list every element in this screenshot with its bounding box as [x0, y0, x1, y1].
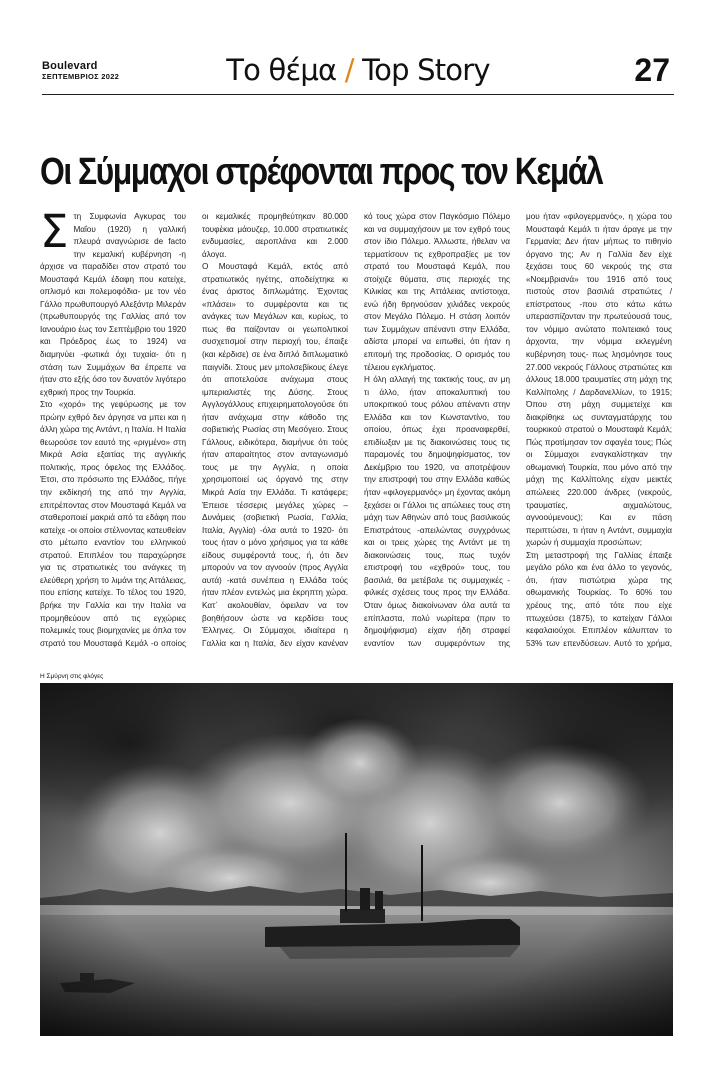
- paragraph: Η όλη αλλαγή της τακτικής τους, αν μη τι άλλο, ήταν αποκαλυπτική του υποκριτικού τους ρόλου απέναντι στην Ελλάδα και τον Κωνσταντίνο, του οποίου, όπως έχει προαναφερθεί, επιδίωξαν με τις διακοινώσεις τους τις παραμονές του δημοψηφίσματος, τον Δεκέμβριο του 1920, να αποτρέψουν την επιστροφή του στην Ελλάδα καθώς ήταν «φιλογερμανός» μη έχοντας ακόμη ξεχάσει οι Γάλλοι τις απώλειες τους στη μάχη των Αθηνών από τους βασιλικούς Επιστράτους -απειλώντας συγχρόνως και οι τρεις χώρες της Αντάντ με τη διακοινώσεις τους, πως τυχόν επιστροφή του «εχθρού» τους, του βασιλιά, θα μετέβαλε τις συμμαχικές - φιλικές σχέσεις τους προς την Ελλάδα. Όταν όμως διακοίνωναν όλα αυτά τα επίπλαστα, πολύ νωρίτερα (πριν το δημοψήφισμα) είχαν ήδη στραφεί εναντίον των συμφερόντων της: [364, 375, 510, 648]
- paragraph: μου ήταν «φιλογερμανός», η χώρα του Μουσταφά Κεμάλ τι ήταν άραγε με την Γερμανία; Δεν ήταν μήπως το πιθηνίο όργανο της; Αν η Γαλλία δεν είχε ξεχάσει τους 60 νεκρούς της στα «Νοεμβριανά» του 1916 από τους πιστούς στον βασιλιά στρατιώτες / επίστρατους -που στο κάτω κάτω υπερασπίζονταν την πρωτεύουσά τους, τον νόμιμο ανώτατο πολιτειακό τους άρχοντα, την νόμιμα εκλεγμένη κυβέρνηση τους- πως λησμόνησε τους 27.000 νεκρούς Γάλλους στρατιώτες και άλλους 18.000 τραυματίες στη μάχη της Καλλίπολης / Δαρδανελλίων, το 1915; Όπου στη μάχη συμμετείχε και διακρίθηκε ως συνταγματάρχης του τουρκικού στρατού ο Μουσταφά Κεμάλ; Πώς προτίμησαν τον σφαγέα τους; Πώς οι Σύμμαχοι εναγκαλίστηκαν την οθωμανική Τουρκία, που μόνο από την μάχη της Καλλίπολης είχαν μεικτές απώλειες 220.000 άνδρες (νεκρούς, τραυματίες, αιχμαλώτους, αγνοούμενους); Και εν πάση περιπτώσει, τι ήταν η Αντάντ, συμμαχία χωρών ή συμμαχία προσώπων;: [526, 212, 672, 548]
- text-column-1: [40, 211, 186, 649]
- section-secondary: Top Story: [362, 53, 490, 87]
- paragraph: τη Συμφωνία Αγκυρας του Μαΐου (1920) η γαλλική πλευρά αναγνώρισε de facto την κεμαλική κυβέρνηση -η άρχισε να παραδίδει στον στρατό του Μουσταφά Κεμάλ έδαφη που κατείχε, οπλισμό και πολεμοφόδια- με τον νέο Γάλλο πρωθυπουργό Αλεξάντρ Μιλεράν (πρωθυπουργός της Γαλλίας από τον Ιανουάριο έως τον Σεπτέμβριο του 1920 και Πρόεδρος έως το 1924) να διαμηνύει -φωτικά όχι τυχαία- ότι η στάση των Συμμάχων θα έπρεπε να ήταν στο εξής όσο τον δυνατόν λιγότερο εχθρική προς την Τουρκία.: [40, 212, 186, 397]
- section-separator: /: [344, 53, 354, 87]
- paragraph: κό τους χώρα στον Παγκόσμιο Πόλεμο και να συμμαχήσουν με τον εχθρό τους στον ίδιο Πόλεμο. Άλλωστε, ήθελαν να τερματίσουν τις εχθροπραξίες με τον στρατό του Μουσταφά Κεμάλ, που στοίχιζε θύματα, στις περιοχές της Κιλικίας και της Αττάλειας αντίστοιχα, ενώ ήδη θρηνούσαν χιλιάδες νεκρούς στον Μεγάλο Πόλεμο. Η στάση λοιπόν των Συμμάχων απέναντι στην Ελλάδα, αδίστα μπορεί να ειπωθεί, ότι ήταν η επιτομή της προδοσίας. Ο ορισμός του τέλειου εγκλήματος.: [364, 212, 510, 372]
- header-rule: [42, 94, 674, 95]
- issue-date: ΣΕΠΤΕΜΒΡΙΟΣ 2022: [42, 72, 120, 81]
- paragraph: Στο «χορό» της γεφύρωσης με τον πρώην εχθρό δεν άργησε να μπει και η άλλη χώρα της Αντάντ, η Ιταλία. Η Ιταλία θεωρούσε τον εαυτό της «ριγμένο» στη Μικρά Ασία εξαιτίας της αγγλικής πολιτικής, προς όφελος της Ελλάδος. Έτσι, στο πρόσωπο της Ελλάδος, πήγε την εκδίκησή της από την Αγγλία, επιτρέποντας στον Μουσταφά Κεμάλ να σταθεροποιεί μακριά από τα εδάφη που κατείχε -οι οποίοι στέλνοντας κατευθείαν στο μέτωπο εναντίον του ελληνικού στρατού. Επιπλέον του παραχώρησε για τις στρατιωτικές του ανάγκες τη ελεύθερη χρήση το λιμάνι της Αττάλειας, που επίσης κατείχε. Το τέλος του 1920, βρήκε την Γαλλία και την Ιταλία να προμηθεύουν από τις εγχώριες πολεμικές τους βιομηχανίες με όπλα τον στρατό του Μουσταφά Κεμάλ -ο οποίος: [40, 400, 186, 648]
- section-primary: Το θέμα: [226, 53, 337, 87]
- text-column-3: [364, 211, 510, 649]
- paragraph: Στη μεταστροφή της Γαλλίας έπαιξε μεγάλο ρόλο και ένα άλλο το γεγονός, ότι, ήταν πιστώτρια χώρα της οθωμανικής Τουρκίας. Το 60% του χρέους της, από τότε που είχε πτωχεύσει (1875), το κατείχαν Γάλλοι κεφαλαιούχοι. Επιπλέον κάλυπταν το 53% των επενδύσεων. Αυτό το χρήμα,: [526, 550, 672, 648]
- dropcap: Σ: [40, 211, 69, 258]
- headline: Οι Σύμμαχοι στρέφονται προς τον Κεμάλ: [40, 151, 603, 193]
- masthead: [42, 52, 674, 92]
- article-columns: [40, 211, 672, 649]
- brand-name: Boulevard: [42, 60, 98, 72]
- paragraph: οι κεμαλικές προμηθεύτηκαν 80.000 τουφέκια μάουζερ, 10.000 στρατιωτικές ενδυμασίες, αεροπλάνα και 2.000 άλογα.: [202, 212, 348, 259]
- photo-illustration: [40, 683, 673, 1036]
- smyrna-fire-photo: [40, 683, 673, 1036]
- page-number: 27: [634, 52, 670, 88]
- paragraph: Ο Μουσταφά Κεμάλ, εκτός από στρατιωτικός ηγέτης, αποδείχτηκε κι ένας άριστος διπλωμάτης. Έχοντας «πλάσει» το συμφέροντα και τις ανάγκες των Μεγάλων και, κυρίως, το πως θα παίζονταν οι γεωπολιτικοί συσχετισμοί στην περιοχή του, έπαιξε (και κέρδισε) σε ένα διπλό διπλωματικό παιγνίδι. Στους μεν μπολσεβίκους έλεγε ότι αποτελούσε ανάχωμα στους ιμπεριαλιστές της Δύσης. Στους Αγγλογάλλους επιχειρηματολογούσε ότι ήταν ανάχωμα στην κάθοδο της σοβιετικής Ρωσίας στη Μεσόγειο. Στους Γάλλους, ειδικότερα, διαμήνυε ότι τούς ήταν απαραίτητος στον ανταγωνισμό τους με την Αγγλία, η οποία χρησιμοποιεί ως όργανό της στην Μικρά Ασία την Ελλάδα. Τι κατάφερε; Έπεισε τέσσερις μεγάλες χώρες – Δυνάμεις (σοβιετική Ρωσία, Γαλλία, Ιταλία, Αγγλία) -όλα αυτά το 1920- ότι τους ήταν ο μόνο χρήσιμος για τα κάθε είδους συμφέροντά τους, ή, ότι δεν μπορούν να τον αγνοούν (προς Αγγλία αυτά) -κατά συνέπεια η Ελλάδα τούς ήταν πλέον εντελώς μια έκρηπτη χώρα. Κατ΄ ακολουθίαν, όφειλαν να τον βοηθήσουν ώστε να κερδίσει τους Έλληνες. Οι Σύμμαχοι, ιδιαίτερα η Γαλλία και η Ιταλία, δεν είχαν κανέναν: [202, 262, 348, 648]
- text-column-2: [202, 211, 348, 649]
- photo-caption: Η Σμύρνη στις φλόγες: [40, 673, 104, 680]
- text-column-4: [526, 211, 672, 649]
- section-title: [42, 52, 674, 88]
